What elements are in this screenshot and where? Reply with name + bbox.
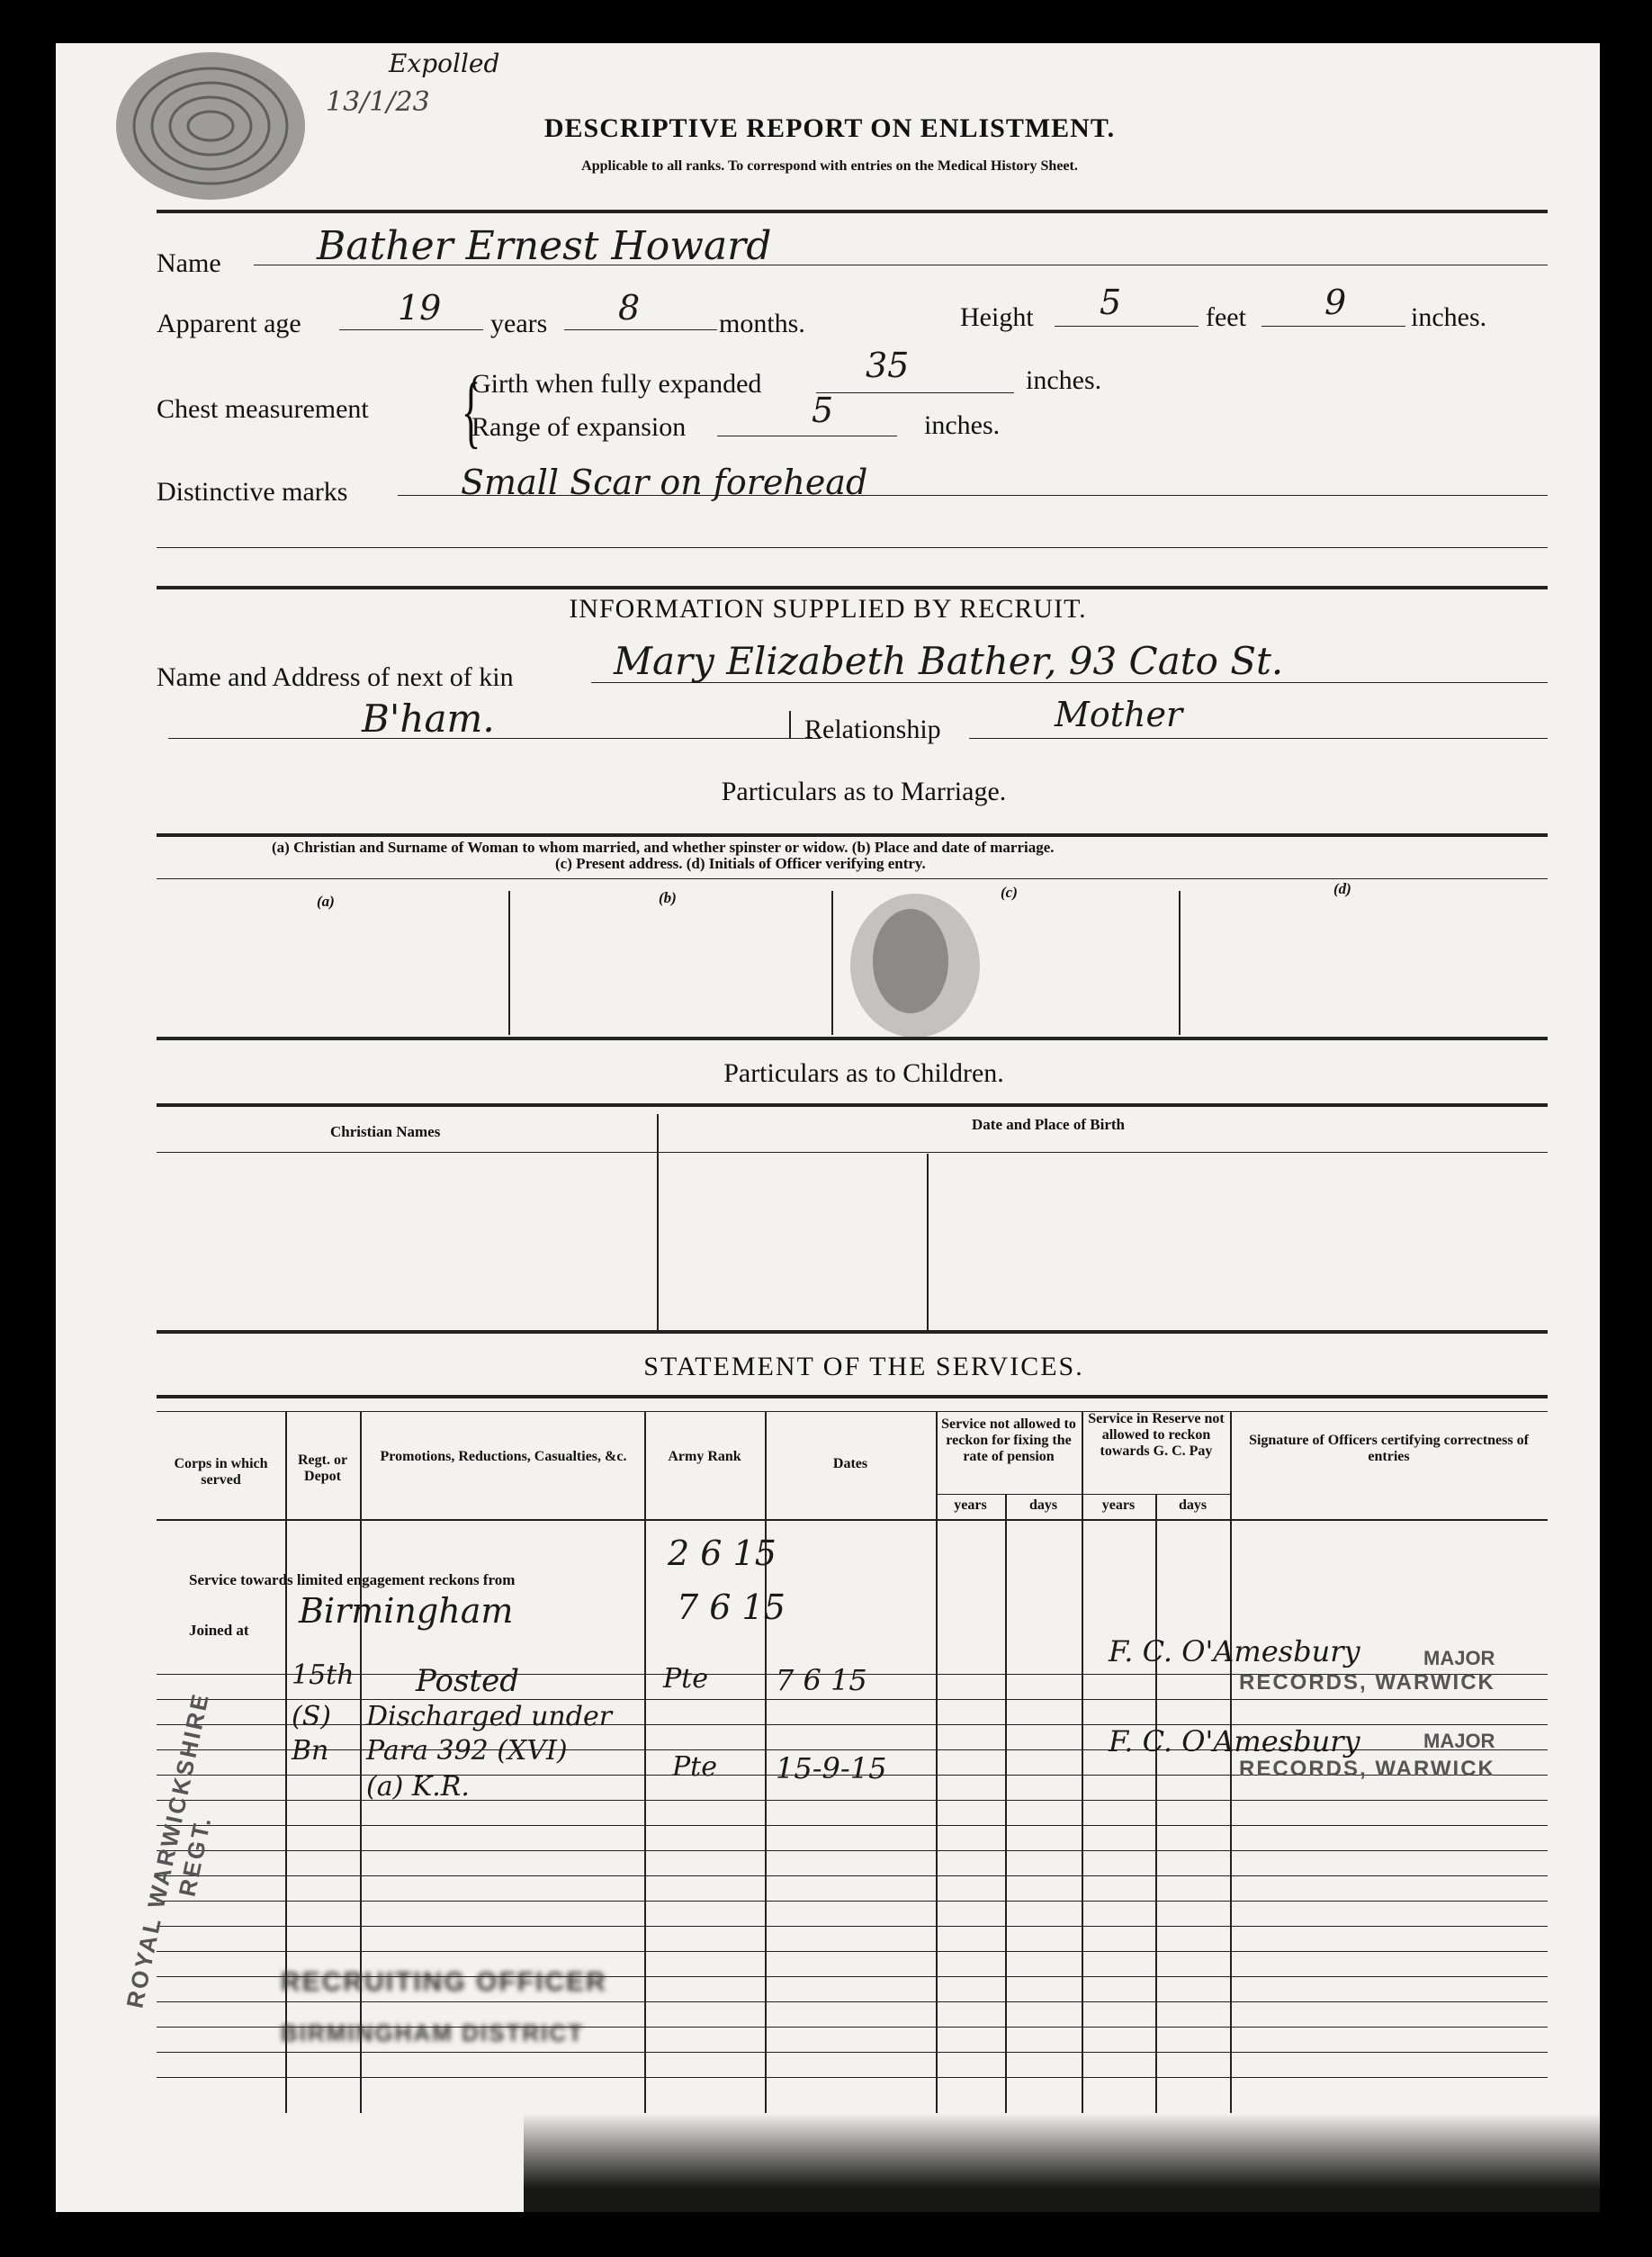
section-rule [157,586,1548,589]
marriage-col-d: (d) [1333,880,1351,897]
kin-value-2: B'ham. [362,697,495,741]
services-col-divider-7 [1082,1411,1083,2113]
name-label: Name [157,248,221,278]
marriage-col-divider-3 [1179,891,1181,1035]
months-label: months. [719,309,805,338]
recruiting-stamp-1: RECRUITING OFFICER [281,1967,607,1997]
girth-unit: inches. [1026,365,1102,395]
height-feet: 5 [1100,283,1122,322]
row-rule [157,1951,1548,1952]
relationship-value: Mother [1055,695,1183,734]
document-page [56,43,1600,2212]
hdr-years-1: years [954,1497,987,1513]
services-top-rule-2 [157,1411,1548,1412]
row-rule [157,1825,1548,1826]
ink-smudge [825,880,1005,1051]
limited-value: 2 6 15 [668,1533,777,1573]
page-subtitle: Applicable to all ranks. To correspond with entries on the Medical History Sheet. [581,158,1078,174]
services-col-divider-2 [360,1411,362,2113]
months-rule [564,329,717,330]
hdr-pension: Service not allowed to reckon for fixing the rate of pension [941,1416,1076,1464]
row-rule [157,2052,1548,2053]
height-feet-rule [1055,326,1199,327]
marriage-col-b: (b) [659,889,677,906]
services-col-divider-1 [285,1411,287,2113]
services-col-divider-8 [1155,1494,1157,2113]
services-header-bottom-rule [157,1519,1548,1521]
corner-note-2: 13/1/23 [326,86,430,118]
hdr-dates: Dates [832,1456,868,1471]
marriage-header-rule [157,878,1548,879]
entry-date: 15-9-15 [776,1751,887,1785]
age-rule [339,329,483,330]
height-inches-rule [1261,326,1405,327]
children-header-rule [157,1152,1548,1153]
row-rule [157,1800,1548,1801]
services-heading: STATEMENT OF THE SERVICES. [643,1352,1084,1381]
services-col-divider-9 [1230,1411,1232,2113]
entry-promotion: (a) K.R. [366,1771,470,1803]
marriage-heading: Particulars as to Marriage. [721,777,1007,806]
marriage-col-divider-1 [508,891,510,1035]
hdr-days-1: days [1028,1497,1058,1513]
hdr-signature: Signature of Officers certifying correctness of entries [1249,1433,1529,1464]
row-rule [157,1901,1548,1902]
children-col-birth: Date and Place of Birth [972,1116,1125,1133]
hdr-days-2: days [1178,1497,1208,1513]
hdr-regt: Regt. or Depot [297,1452,348,1484]
marriage-legend-2: (c) Present address. (d) Initials of Officer verifying entry. [555,855,926,872]
inches-label: inches. [1411,302,1487,332]
hdr-years-2: years [1101,1497,1136,1513]
entry-rank: Pte [663,1663,708,1695]
rule [157,210,1548,213]
entry-regt: Bn [292,1735,329,1767]
children-bottom-rule [157,1330,1548,1334]
hdr-gc-pay: Service in Reserve not allowed to reckon towards G. C. Pay [1088,1411,1225,1459]
recruit-info-heading: INFORMATION SUPPLIED BY RECRUIT. [569,594,1087,624]
kin-divider [789,711,791,738]
stamp-records-1: RECORDS, WARWICK [1239,1670,1495,1695]
girth-label: Girth when fully expanded [471,369,762,399]
recruiting-stamp-2: BIRMINGHAM DISTRICT [281,2019,584,2046]
row-rule [157,1850,1548,1851]
marriage-legend-1: (a) Christian and Surname of Woman to whom married, and whether spinster or widow. (b) Place and date of marriage. [272,839,1055,856]
kin-label: Name and Address of next of kin [157,662,514,692]
entry-promotion: Posted [416,1663,519,1699]
range-label: Range of expansion [471,412,687,442]
children-col-names: Christian Names [330,1123,441,1140]
chest-label: Chest measurement [157,394,369,424]
entry-regt: (S) [292,1701,331,1732]
marriage-col-c: (c) [1001,884,1018,901]
range-value: 5 [812,391,834,430]
hdr-corps: Corps in which served [174,1456,268,1488]
marriage-bottom-rule [157,1037,1548,1040]
entry-date: 7 6 15 [776,1663,867,1697]
children-top-rule [157,1103,1548,1107]
entry-regt: 15th [292,1659,355,1691]
row-rule [157,2001,1548,2002]
years-label: years [490,309,548,338]
officer-signature-1: F. C. O'Amesbury [1109,1634,1360,1668]
limited-label: Service towards limited engagement reckons from [189,1571,516,1588]
joined-place: Birmingham [299,1591,514,1631]
stamp-records-2: RECORDS, WARWICK [1239,1757,1495,1781]
height-label: Height [960,302,1034,332]
entry-promotion: Discharged under [366,1701,613,1732]
girth-value: 35 [866,346,910,385]
children-col-divider-2 [927,1154,929,1330]
age-label: Apparent age [157,309,301,338]
years-days-rule [936,1494,1230,1495]
entry-rank: Pte [672,1751,717,1783]
corner-note-1: Expolled [389,49,500,78]
feet-label: feet [1206,302,1246,332]
marriage-col-a: (a) [317,893,335,910]
services-col-divider-3 [644,1411,646,2113]
services-col-divider-4 [765,1411,767,2113]
marriage-top-rule [157,833,1548,837]
row-rule [157,2077,1548,2078]
services-col-divider-6 [1005,1494,1007,2113]
marks-value: Small Scar on forehead [461,463,868,502]
stamp-major-1: MAJOR [1423,1647,1495,1669]
children-col-divider [657,1114,659,1330]
children-heading: Particulars as to Children. [723,1058,1004,1088]
age-months: 8 [618,288,641,328]
hdr-promotions: Promotions, Reductions, Casualties, &c. [380,1449,627,1464]
stamp-major-2: MAJOR [1423,1730,1495,1752]
relationship-label: Relationship [804,715,941,744]
entry-promotion: Para 392 (XVI) [366,1735,568,1767]
page-wear [524,2113,1603,2221]
height-inches: 9 [1324,283,1347,322]
page-title: DESCRIPTIVE REPORT ON ENLISTMENT. [543,113,1116,143]
kin-value-1: Mary Elizabeth Bather, 93 Cato St. [614,639,1284,683]
relationship-rule [969,738,1548,739]
services-col-divider-5 [936,1411,938,2113]
chest-brace: { [461,367,481,456]
row-rule [157,1926,1548,1927]
marks-rule-2 [157,547,1548,548]
joined-date: 7 6 15 [677,1587,786,1627]
girth-rule [816,392,1014,393]
marks-label: Distinctive marks [157,477,348,507]
range-unit: inches. [924,410,1001,440]
row-rule [157,1875,1548,1876]
age-years: 19 [398,288,442,328]
regiment-side-stamp: ROYAL WARWICKSHIRE REGT. [121,1689,217,2011]
joined-label: Joined at [189,1622,249,1639]
row-rule [157,1699,1548,1700]
officer-signature-2: F. C. O'Amesbury [1109,1724,1360,1758]
name-value: Bather Ernest Howard [317,223,772,269]
services-top-rule [157,1395,1548,1398]
hdr-rank: Army Rank [668,1449,741,1464]
